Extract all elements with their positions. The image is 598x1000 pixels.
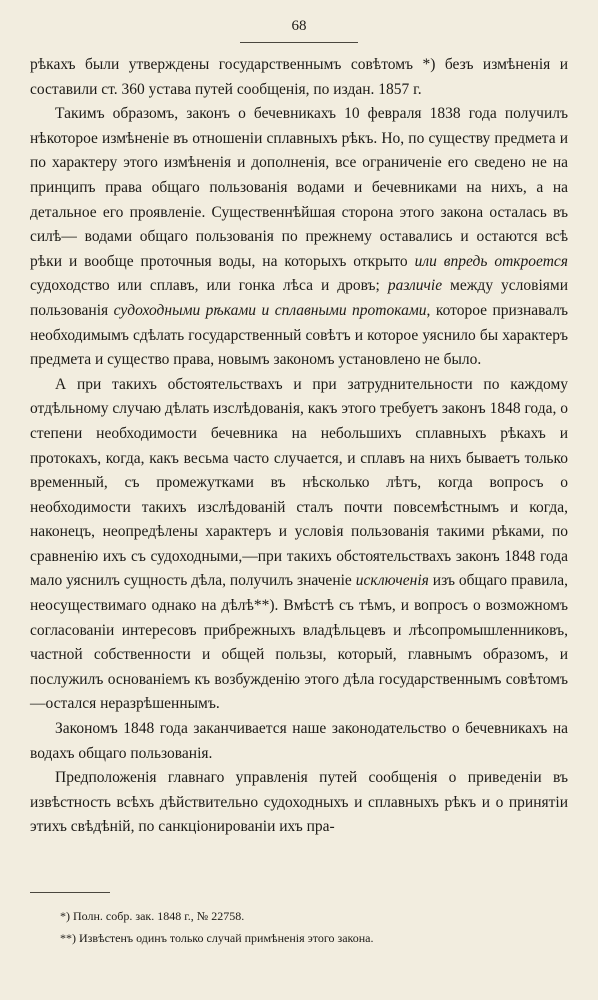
text-run: А при такихъ обстоятельствахъ и при затруднительности по каждому отдѣльному случаю дѣлать изслѣдованія, какъ этого требуетъ законъ 1848 года, о степени необходимости бечевника на небольшихъ сплавныхъ рѣкахъ и протокахъ, когда, какъ весьма часто случается, и сплавъ на нихъ бываетъ только временный, съ промежутками въ нѣсколько лѣтъ, когда вопросъ о необходимости такихъ изслѣдованій сталъ почти повсемѣстнымъ и когда, наконецъ, неопредѣлены характеръ и условія пользованія такими рѣками, по сравненію ихъ съ судоходными,—при такихъ обстоятельствахъ законъ 1848 года мало уяснилъ сущность дѣла, получилъ значеніе bbox=[30, 375, 568, 590]
emphasized-text: различіе bbox=[387, 277, 443, 295]
footnote-2: **) Извѣстенъ одинъ только случай примѣненія этого закона. bbox=[60, 931, 374, 945]
paragraph-2 bbox=[30, 102, 568, 373]
emphasized-text: или впредь откроется bbox=[414, 252, 568, 270]
text-run: Такимъ образомъ, законъ о бечевникахъ 10 февраля 1838 года получилъ нѣкоторое измѣненіе въ отношеніи сплавныхъ рѣкъ. Но, по существу предмета и по характеру этого измѣненія и дополненія, все ограниченіе его сведено не на принципъ права общаго пользованія водами и бечевниками на нихъ, а на детальное его проявленіе. Существеннѣйшая сторона этого закона осталась въ силѣ— водами общаго пользованія по прежнему оставались и остаются всѣ рѣки и вообще проточныя воды, на которыхъ открыто bbox=[30, 105, 568, 270]
paragraph-3 bbox=[30, 373, 568, 717]
header-rule bbox=[240, 42, 358, 43]
text-run: , которое признавалъ необходимымъ сдѣлать государственный совѣтъ и которое уяснило бы характеръ предмета и существо права, новымъ закономъ установлено не было. bbox=[30, 301, 568, 369]
footnote-rule bbox=[30, 892, 110, 893]
text-run: рѣкахъ были утверждены государственнымъ совѣтомъ *) безъ измѣненія и составили ст. 360 устава путей сообщенія, по издан. 1857 г. bbox=[30, 56, 568, 98]
text-run: Предположенія главнаго управленія путей сообщенія о приведеніи въ извѣстность всѣхъ дѣйствительно судоходныхъ и сплавныхъ рѣкъ и о принятіи этихъ свѣдѣній, по санкціонированіи ихъ пра- bbox=[30, 769, 568, 836]
body-text bbox=[30, 53, 568, 840]
footnote-1: *) Полн. собр. зак. 1848 г., № 22758. bbox=[60, 909, 245, 923]
text-run: изъ общаго правила, неосуществимаго однако на дѣлѣ**). Вмѣстѣ съ тѣмъ, и вопросъ о возможномъ согласованіи интересовъ прибрежныхъ владѣльцевъ и лѣсопромышленниковъ, частной собственности и общей пользы, который, главнымъ образомъ, и послужилъ основаніемъ къ возбужденію этого дѣла государственнымъ совѣтомъ—остался неразрѣшеннымъ. bbox=[30, 572, 568, 713]
text-run: судоходство или сплавъ, или гонка лѣса и дровъ; bbox=[30, 277, 388, 295]
text-run: Закономъ 1848 года заканчивается наше законодательство о бечевникахъ на водахъ общаго пользованія. bbox=[30, 720, 568, 762]
paragraph-4 bbox=[30, 717, 568, 766]
page-number: 68 bbox=[291, 18, 307, 34]
emphasized-text: судоходными рѣками и сплавными протоками bbox=[113, 301, 427, 319]
emphasized-text: исключенія bbox=[355, 572, 429, 590]
paragraph-1 bbox=[30, 53, 568, 102]
text-run: между условіями пользованія bbox=[30, 277, 568, 319]
paragraph-5 bbox=[30, 766, 568, 840]
